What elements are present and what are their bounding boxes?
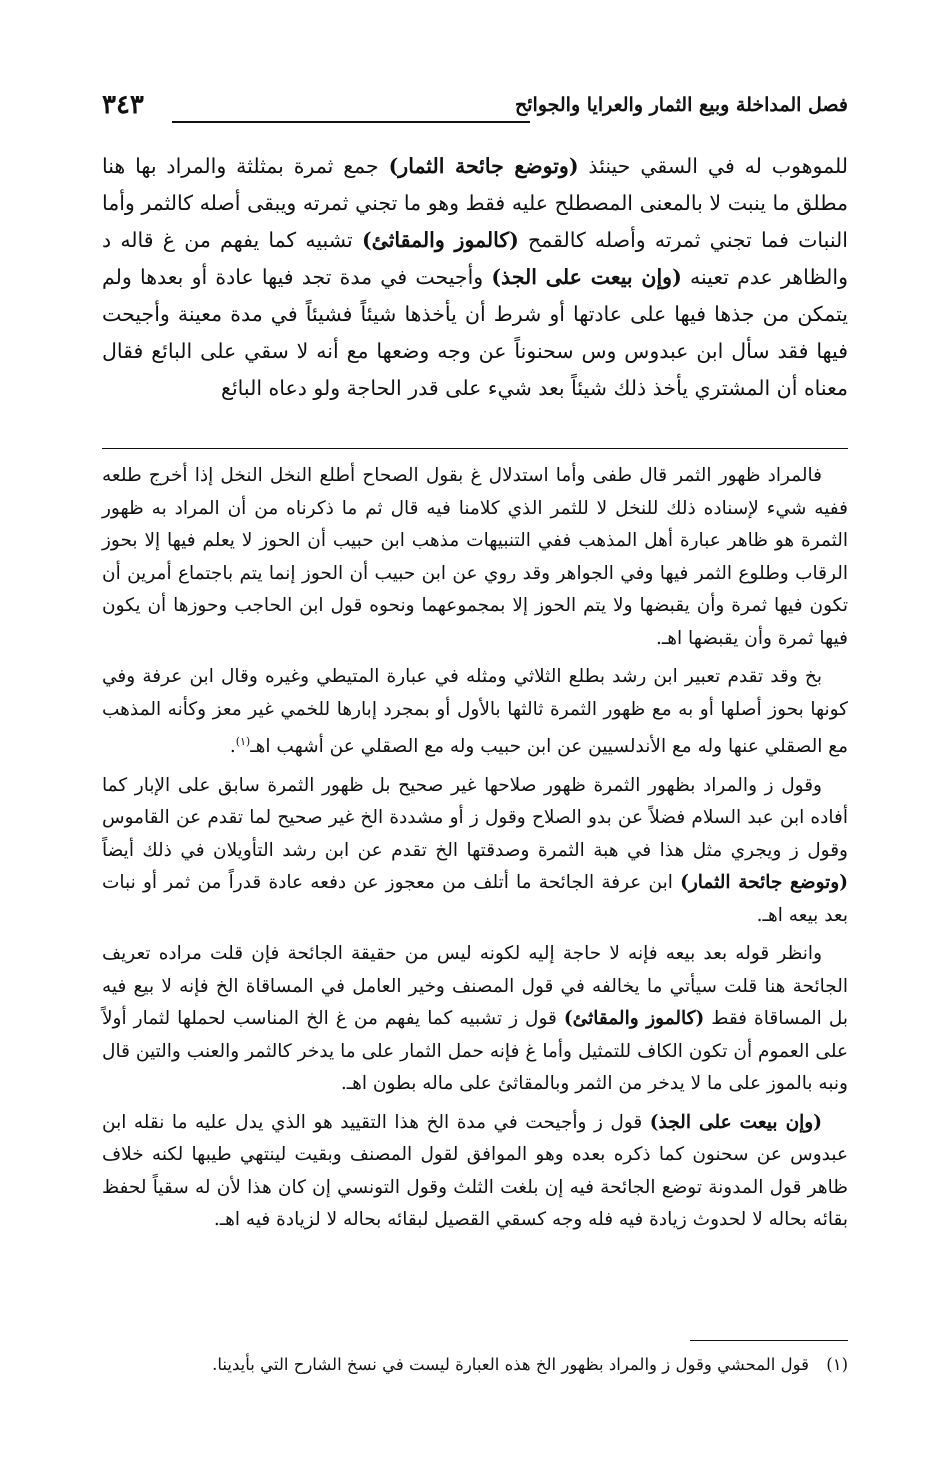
commentary-paragraph: وانظر قوله بعد بيعه فإنه لا حاجة إليه لكونه ليس من حقيقة الجائحة فإن قلت مراده تعريف الجائحة هنا قلت سيأتي ما يخالفه في قول المصنف وخير العامل في المساقاة الخ فإنه لا بيع فيه بل المساقاة فقط (كالموز والمقاثئ) قول ز تشبيه كما يفهم من غ الخ المناسب لحملها لثمار أولاً على العموم أن تكون الكاف للتمثيل وأما غ فإنه حمل الثمار على ما يدخر كالثمر والعنب والتين قال ونبه بالموز على ما لا يدخر من الثمر وبالمقاثئ على ماله بطون اهـ. (102, 943, 848, 1095)
footnote-separator (690, 1340, 848, 1341)
main-text (102, 148, 848, 407)
footnote-text: قول المحشي وقول ز والمراد بظهور الخ هذه العبارة ليست في نسخ الشارح التي بأيدينا. (212, 1355, 809, 1374)
bold-lemma: (وإن بيعت على الجذ) (649, 1111, 822, 1133)
footnote (102, 1350, 848, 1380)
bold-lemma: (وإن بيعت على الجذ) (491, 265, 682, 289)
footnote-ref: (١) (235, 735, 251, 748)
header-rule (172, 121, 530, 123)
running-header (102, 92, 848, 132)
commentary-paragraph: وقول ز والمراد بظهور الثمرة ظهور صلاحها غير صحيح بل ظهور الثمرة سابق على الإبار كما أفاده ابن عبد السلام فضلاً عن بدو الصلاح وقول ز أو مشددة الخ غير صحيح لما تقدم عن القاموس وقول ز ويجري مثل هذا في هبة الثمرة وصدقتها الخ تقدم عن ابن رشد التأويلان في ذلك أيضاً (وتوضع جائحة الثمار) ابن عرفة الجائحة ما أتلف من معجوز عن دفعه عادة قدراً من ثمر أو نبات بعد بيعه اهـ. (102, 774, 848, 926)
page-number: ٣٤٣ (102, 90, 144, 120)
commentary-text (102, 460, 848, 1243)
commentary-paragraph: بخ وقد تقدم تعبير ابن رشد بطلع الثلاثي ومثله في عبارة المتيطي وغيره وقال ابن عرفة وفي كونها بحوز أصلها أو به مع ظهور الثمرة ثالثها بالأول أو بمجرد إبارها للخمي غير معز وكأنه المذهب مع الصقلي عنها وله مع الأندلسيين عن ابن حبيب وله مع الصقلي عن أشهب اهـ$^{(١)}$. (102, 666, 848, 758)
main-paragraph: للموهوب له في السقي حينئذ (وتوضع جائحة الثمار) جمع ثمرة بمثلثة والمراد بها هنا مطلق ما ينبت لا بالمعنى المصطلح عليه فقط وهو ما تجني ثمرته ويبقى أصله كالثمر وأما النبات فما تجني ثمرته وأصله كالقمح (كالموز والمقاثئ) تشبيه كما يفهم من غ قاله د والظاهر عدم تعينه (وإن بيعت على الجذ) وأجيحت في مدة تجد فيها عادة أو بعدها ولم يتمكن من جذها فيها على عادتها أو شرط أن يأخذها شيئاً فشيئاً في مدة معينة وأجيحت فيها فقد سأل ابن عبدوس وس سحنوناً عن وجه وضعها مع أنه لا سقي على البائع فقال معناه أن المشتري يأخذ ذلك شيئاً بعد شيء على قدر الحاجة ولو دعاه البائع (102, 154, 848, 400)
bold-lemma: (كالموز والمقاثئ) (361, 228, 519, 252)
bold-lemma: (وتوضع جائحة الثمار) (388, 154, 579, 178)
footnote-number: (١) (826, 1355, 848, 1374)
commentary-paragraph: فالمراد ظهور الثمر قال طفى وأما استدلال غ بقول الصحاح أطلع النخل النخل إذا أخرج طلعه ففيه شيء لإسناده ذلك للنخل لا للثمر الذي كلامنا فيه قال ثم ما ذكرناه من أن المراد به ظهور الثمرة هو ظاهر عبارة أهل المذهب ففي التنبيهات مذهب ابن حبيب أن الحوز لا يعلم فيها إلا بحوز الرقاب وطلوع الثمر فيها وفي الجواهر وقد روي عن ابن حبيب أن الحوز إنما يتم باجتماع أمرين أن تكون فيها ثمرة وأن يقبضها ولا يتم الحوز إلا بمجموعهما ونحوه قول ابن الحاجب وحوزها أن يكون فيها ثمرة وأن يقبضها اهـ. (102, 465, 848, 649)
chapter-title: فصل المداخلة وبيع الثمار والعرايا والجوائح (514, 94, 848, 116)
bold-lemma: (كالموز والمقاثئ) (563, 1008, 705, 1030)
bold-lemma: (وتوضع جائحة الثمار) (680, 872, 848, 894)
commentary-paragraph: (وإن بيعت على الجذ) قول ز وأجيحت في مدة الخ هذا التقييد هو الذي يدل عليه ما نقله ابن عبدوس عن سحنون كما ذكره بعده وهو الموافق لقول المصنف وبقيت لينتهي طيبها لكنه خلاف ظاهر قول المدونة توضع الجائحة فيه إن بلغت الثلث وقول التونسي إن كان هذا لأن له سقياً لحفظ بقائه بحاله لا لحدوث زيادة فيه فله وجه كسقي القصيل لبقائه بحاله لا لزيادة فيه اهـ. (102, 1111, 848, 1231)
commentary-separator (102, 448, 848, 449)
